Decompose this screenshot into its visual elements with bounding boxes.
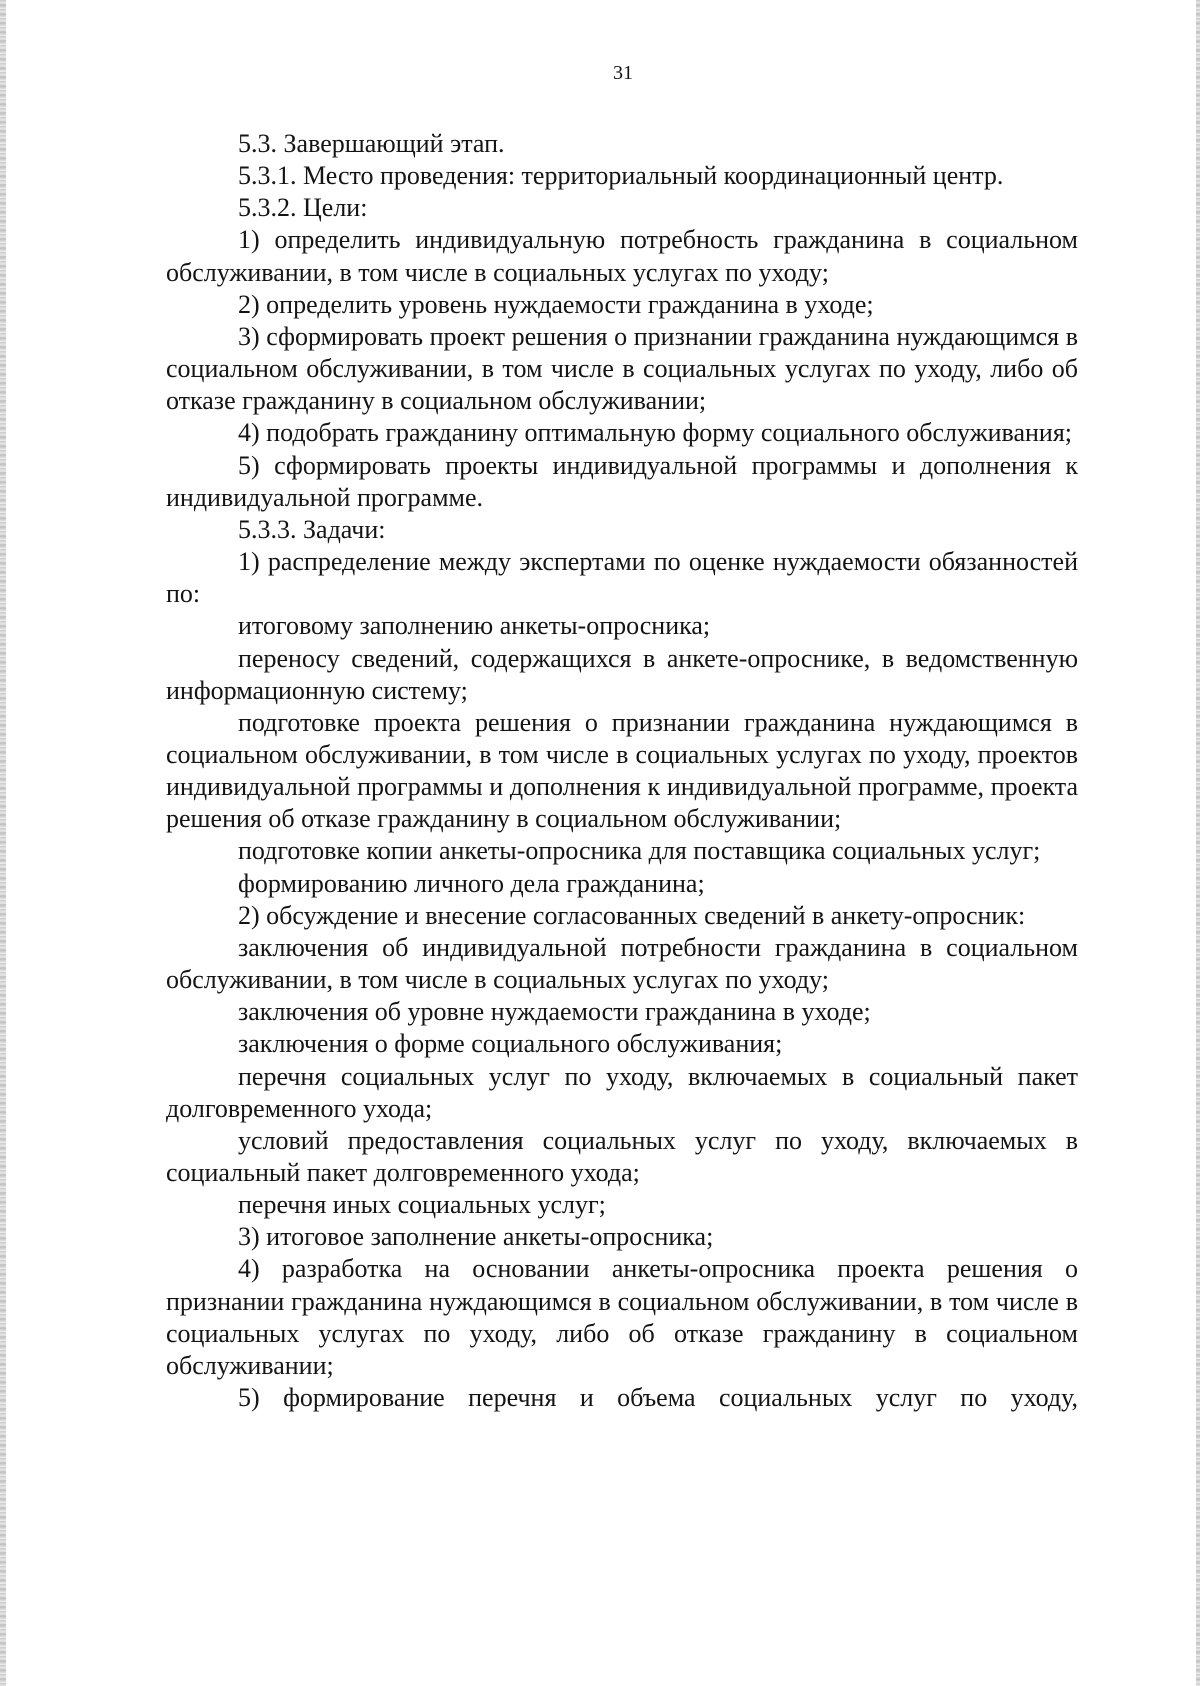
paragraph: 4) подобрать гражданину оптимальную форму социального обслуживания; [238, 418, 1073, 448]
paragraph: 2) определить уровень нуждаемости гражданина в уходе; [238, 289, 874, 319]
page-number: 31 [613, 62, 633, 84]
paragraph: 5.3.2. Цели: [238, 193, 368, 223]
document-body [166, 128, 1078, 1414]
scan-edge-right [1196, 0, 1200, 1686]
paragraph: заключения об индивидуальной потребности гражданина в социальном обслуживании, в том числе в социальных услугах по уходу; [166, 932, 1078, 995]
paragraph: 5) сформировать проекты индивидуальной программы и дополнения к индивидуальной программе. [166, 450, 1078, 512]
paragraph: 5.3.1. Место проведения: территориальный координационный центр. [238, 161, 1004, 191]
paragraph: 4) разработка на основании анкеты-опросника проекта решения о признании гражданина нуждающимся в социальном обслуживании, в том числе в социальных услугах по уходу, либо об отказе гражданину в социальном обслуживании; [166, 1254, 1078, 1380]
paragraph: 5.3.3. Задачи: [238, 514, 386, 544]
paragraph: 5) формирование перечня и объема социальных услуг по уходу, [238, 1383, 1078, 1413]
paragraph: заключения об уровне нуждаемости гражданина в уходе; [238, 997, 871, 1027]
scan-edge-left [0, 0, 6, 1686]
paragraph: формированию личного дела гражданина; [238, 868, 705, 898]
paragraph: 1) определить индивидуальную потребность гражданина в социальном обслуживании, в том числе в социальных услугах по уходу; [166, 225, 1078, 287]
paragraph: 2) обсуждение и внесение согласованных сведений в анкету-опросник: [238, 900, 1026, 930]
paragraph: итоговому заполнению анкеты-опросника; [238, 611, 711, 641]
paragraph: перечня социальных услуг по уходу, включаемых в социальный пакет долговременного ухода; [166, 1061, 1078, 1123]
paragraph: 5.3. Завершающий этап. [238, 129, 505, 158]
paragraph: подготовке проекта решения о признании гражданина нуждающимся в социальном обслуживании, в том числе в социальных услугах по уходу, проектов индивидуальной программы и дополнения к индивидуальной программе, проекта решения об отказе гражданину в социальном обслуживании; [166, 707, 1078, 834]
paragraph: 1) распределение между экспертами по оценке нуждаемости обязанностей по: [166, 547, 1078, 609]
paragraph: заключения о форме социального обслуживания; [238, 1029, 783, 1059]
paragraph: 3) итоговое заполнение анкеты-опросника; [238, 1222, 714, 1252]
paragraph: подготовке копии анкеты-опросника для поставщика социальных услуг; [238, 836, 1041, 866]
paragraph: условий предоставления социальных услуг по уходу, включаемых в социальный пакет долговременного ухода; [166, 1125, 1078, 1187]
paragraph: перечня иных социальных услуг; [238, 1190, 606, 1220]
paragraph: 3) сформировать проект решения о признании гражданина нуждающимся в социальном обслуживании, в том числе в социальных услугах по уходу, либо об отказе гражданину в социальном обслуживании; [166, 321, 1078, 416]
paragraph: переносу сведений, содержащихся в анкете-опроснике, в ведомственную информационную систему; [166, 643, 1078, 705]
